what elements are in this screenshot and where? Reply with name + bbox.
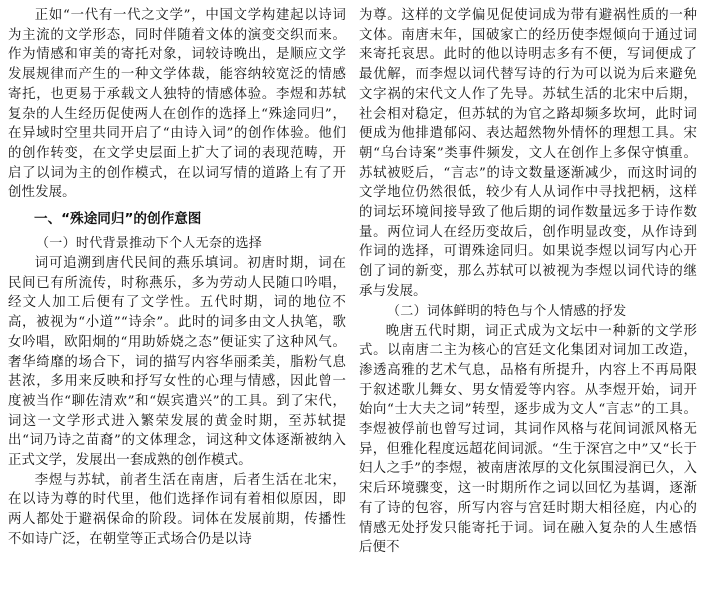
- intro-paragraph: 正如“一代有一代之文学”，中国文学构建起以诗词为主流的文学形态，同时伴随着文体的演变交织而来。作为情感和审美的寄托对象，词较诗晚出，是顺应文学发展规律而产生的一种文学体裁，能容纳较宽泛的情感寄托，也更易于承载文人独特的情感体验。李煜和苏轼复杂的人生经历促使两人在创作的选择上“殊途同归”，在异域时空里共同开启了“由诗入词”的创作体验。他们的创作转变，在文学史层面上扩大了词的表现范畴，开启了以词为主的创作模式，在以词写情的道路上有了开创性发展。: [8, 8, 346, 201]
- subsection-heading-2: （二）词体鲜明的特色与个人情感的抒发: [387, 303, 627, 319]
- body-paragraph: 李煜与苏轼，前者生活在南唐，后者生活在北宋，在以诗为尊的时代里，他们选择作词有着相似原因，即两人都处于避祸保命的阶段。词体在发展前期，传播性不如诗广泛，在朝堂等正式场合仍是以诗: [8, 472, 346, 547]
- continued-paragraph: 为尊。这样的文学偏见促使词成为带有避祸性质的一种文体。南唐末年，国破家亡的经历使李煜倾向于通过词来寄托哀思。此时的他以诗明志多有不便，写词便成了最优解，而李煜以词代替写诗的行为可以说为后来避免文字祸的宋代文人作了先导。苏轼生活的北宋中后期，社会相对稳定，但苏轼的为官之路却频多坎坷，此时词便成为他排遣郁闷、表达超然物外情怀的理想工具。宋朝“乌台诗案”类事件频发，文人在创作上多保守慎重。苏轼被贬后，“言志”的诗文数量逐渐减少，而这时词的文学地位仍然很低，较少有人从词作中寻找把柄，这样的词坛环境间接导致了他后期的词作数量远多于诗作数量。两位词人在经历变故后，创作明显改变，从作诗到作词的选择，可谓殊途同归。如果说李煜以词写内心开创了词的新变，那么苏轼可以被视为李煜以词代诗的继承与发展。: [359, 8, 697, 299]
- section-heading-1: 一、“殊途同归”的创作意图: [34, 211, 202, 228]
- body-paragraph: 词可追溯到唐代民间的燕乐填词。初唐时期，词在民间已有所流传，时称燕乐，多为劳动人民随口吟唱，经文人加工后便有了文学性。五代时期，词的地位不高，被视为“小道”“诗余”。此时的词多由文人执笔，歌女吟唱，欧阳炯的“用助娇娆之态”便证实了这种风气。奢华绮靡的场合下，词的描写内容华丽柔美，脂粉气息甚浓，多用来反映和抒写女性的心理与情感，因此曾一度被当作“聊佐清欢”和“娱宾遣兴”的工具。到了宋代，词这一文学形式进入繁荣发展的黄金时期，至苏轼提出“词乃诗之苗裔”的文体理念，词这种文体逐渐被纳入正式文学，发展出一套成熟的创作模式。: [8, 256, 346, 469]
- subsection-heading-1: （一）时代背景推动下个人无奈的选择: [36, 236, 263, 252]
- body-paragraph: 晚唐五代时期，词正式成为文坛中一种新的文学形式。以南唐二主为核心的宫廷文化集团对词加工改造，渗透高雅的艺术气息，品格有所提升，内容上不再局限于叙述歌儿舞女、男女情爱等内容。从李煜开始，词开始向“士大夫之词”转型，逐步成为文人“言志”的工具。李煜被俘前也曾写过词，其词作风格与花间词派风格无异，但雅化程度远超花间词派。“生于深宫之中”又“长于妇人之手”的李煜，被南唐浓厚的文化氛围浸润已久，入宋后环境骤变，这一时期所作之词以回忆为基调，逐渐有了诗的包容，所写内容与宫廷时期大相径庭，内心的情感无处抒发只能寄托于词。词在融入复杂的人生感悟后便不: [359, 323, 697, 556]
- right-column: [359, 6, 697, 598]
- left-column: [8, 6, 346, 598]
